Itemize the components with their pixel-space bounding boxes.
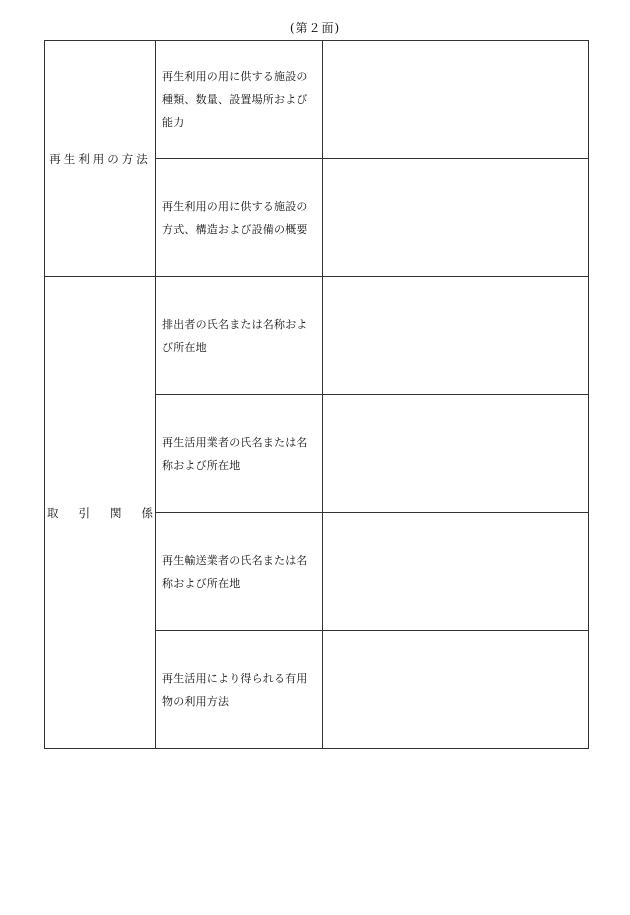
entry-field-facility-type[interactable] <box>323 41 589 159</box>
entry-field-transporter[interactable] <box>323 513 589 631</box>
section-title: 再生利用の方法 <box>49 151 151 166</box>
form-row <box>45 41 589 159</box>
item-label-transporter: 再生輸送業者の氏名または名称および所在地 <box>156 513 323 631</box>
form-row <box>45 277 589 395</box>
item-label-facility-type: 再生利用の用に供する施設の種類、数量、設置場所および能力 <box>156 41 323 159</box>
section-header-business-relations <box>45 277 173 749</box>
item-label-facility-structure: 再生利用の用に供する施設の方式、構造および設備の概要 <box>156 159 323 277</box>
entry-field-facility-structure[interactable] <box>323 159 589 277</box>
section-header-recycling-method <box>45 41 156 277</box>
item-label-discharger: 排出者の氏名または名称および所在地 <box>156 277 323 395</box>
section-title: 取引関係 <box>47 505 173 520</box>
entry-field-discharger[interactable] <box>323 277 589 395</box>
entry-field-product-use[interactable] <box>323 631 589 749</box>
entry-field-recycler[interactable] <box>323 395 589 513</box>
item-label-recycler: 再生活用業者の氏名または名称および所在地 <box>156 395 323 513</box>
item-label-product-use: 再生活用により得られる有用物の利用方法 <box>156 631 323 749</box>
form-table <box>44 40 589 749</box>
page-number-label: (第２面) <box>289 21 341 35</box>
